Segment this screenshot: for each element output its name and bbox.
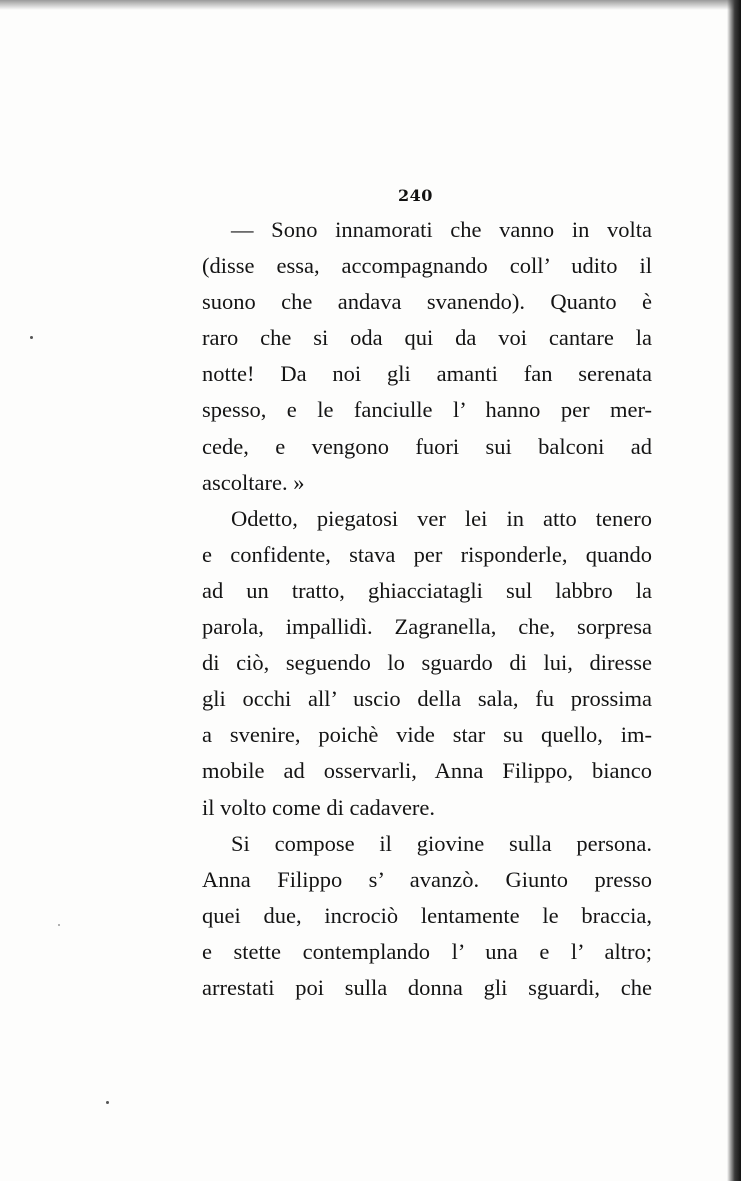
text-line: gli occhi all’ uscio della sala, fu prossima	[202, 686, 652, 712]
text-line: parola, impallidì. Zagranella, che, sorpresa	[202, 614, 652, 640]
text-line: il volto come di cadavere.	[202, 794, 436, 820]
text-line: spesso, e le fanciulle l’ hanno per mer-	[202, 397, 652, 423]
text-line: e confidente, stava per risponderle, quando	[202, 541, 652, 567]
body-text	[202, 212, 652, 1006]
text-line: notte! Da noi gli amanti fan serenata	[202, 361, 652, 387]
text-line: arrestati poi sulla donna gli sguardi, che	[202, 974, 652, 1000]
paragraph-first-line: Si compose il giovine sulla persona.	[231, 830, 652, 856]
text-line: quei due, incrociò lentamente le braccia,	[202, 902, 652, 928]
text-line: e stette contemplando l’ una e l’ altro;	[202, 938, 652, 964]
text-line: ad un tratto, ghiacciatagli sul labbro la	[202, 577, 652, 603]
scan-binding-edge	[727, 0, 741, 1181]
text-line: Anna Filippo s’ avanzò. Giunto presso	[202, 866, 652, 892]
text-line: cede, e vengono fuori sui balconi ad	[202, 433, 652, 459]
paper-speck	[58, 924, 60, 926]
scan-top-edge	[0, 0, 741, 10]
paper-speck	[106, 1101, 109, 1104]
text-line: mobile ad osservarli, Anna Filippo, bianco	[202, 758, 652, 784]
page-number: 240	[398, 186, 433, 205]
paper-speck	[30, 336, 33, 339]
text-line: (disse essa, accompagnando coll’ udito il	[202, 253, 652, 279]
text-line: suono che andava svanendo). Quanto è	[202, 289, 652, 315]
text-line: di ciò, seguendo lo sguardo di lui, diresse	[202, 650, 652, 676]
paragraph-first-line: Odetto, piegatosi ver lei in atto tenero	[231, 505, 652, 531]
paragraph-first-line: — Sono innamorati che vanno in volta	[231, 217, 652, 242]
text-line: ascoltare. »	[202, 469, 305, 495]
text-line: a svenire, poichè vide star su quello, im-	[202, 722, 652, 748]
text-line: raro che si oda qui da voi cantare la	[202, 325, 652, 351]
